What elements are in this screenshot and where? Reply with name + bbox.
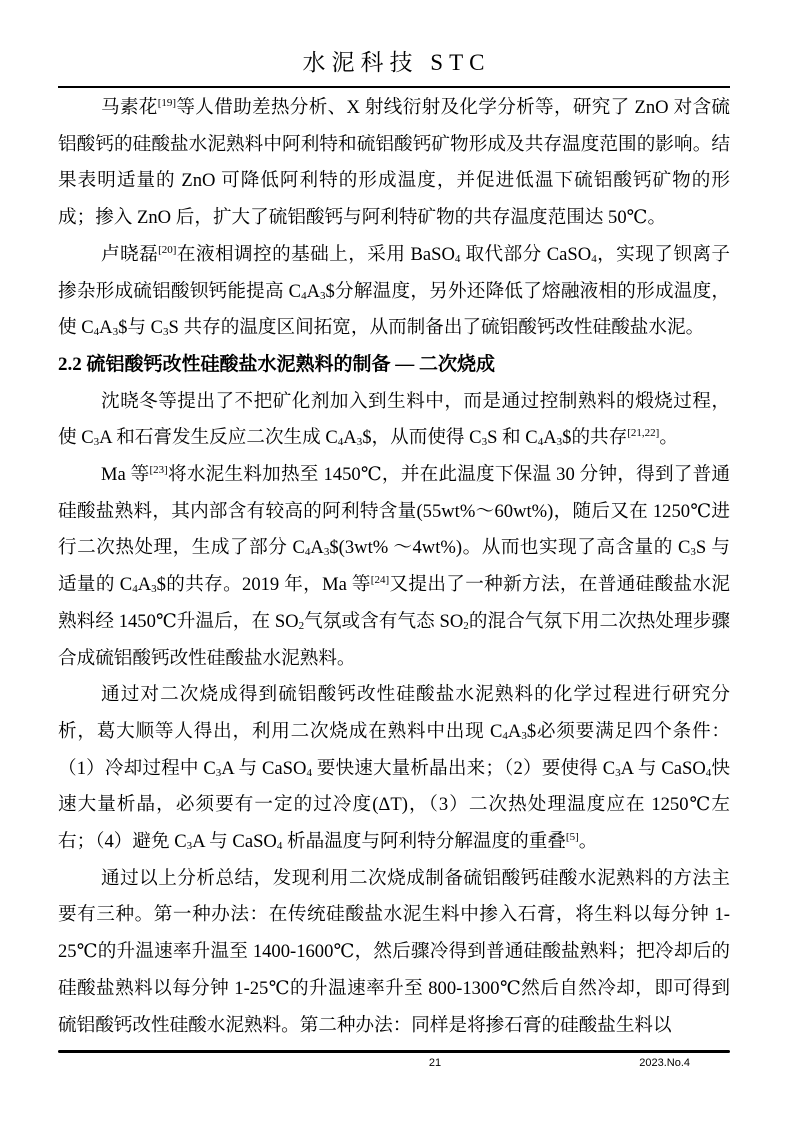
paragraph-baso4-substitution: 卢晓磊[20]在液相调控的基础上，采用 BaSO$_4$ 取代部分 CaSO$_4$，实现了钡离子掺杂形成硫铝酸钡钙能提高 $C_4A_3\$$分解温度，另外还降低了熔融液相的形成温度，使 $C_4A_3\$$与 $C_3S$ 共存的温度区间拓宽，从而制备出了硫铝酸钙改性硅酸盐水泥。 — [58, 243, 730, 339]
header-rule — [58, 86, 730, 88]
journal-title: 水泥科技 STC — [302, 50, 491, 75]
paragraph-ma-secondary-firing: Ma 等[23]将水泥生料加热至 1450℃，并在此温度下保温 30 分钟，得到了普通硅酸盐熟料，其内部含有较高的阿利特含量(55wt%～60wt%)，随后又在 1250℃进行二次热处理，生成了部分 $C_4A_3\$(3wt\%$ ～4wt%)。从而也实现了高含量的 $C_3S$ 与适量的 $C_4A_3\$$的共存。2019 年，Ma 等[24]又提出了一种新方法，在普通硅酸盐水泥熟料经 1450℃升温后，在 $SO_2$气氛或含有气态 $SO_2$的混合气氛下用二次热处理步骤合成硫铝酸钙改性硅酸盐水泥熟料。 — [58, 463, 730, 669]
paragraph-zno-study: 马素花[19]等人借助差热分析、X 射线衍射及化学分析等，研究了 ZnO 对含硫铝酸钙的硅酸盐水泥熟料中阿利特和硫铝酸钙矿物形成及共存温度范围的影响。结果表明适量的 ZnO 可降低阿利特的形成温度，并促进低温下硫铝酸钙矿物的形成；掺入 ZnO 后，扩大了硫铝酸钙与阿利特矿物的共存温度范围达 50℃。 — [58, 96, 730, 229]
footer-rule — [58, 1050, 730, 1053]
page-footer — [0, 1057, 793, 1077]
paragraph-three-methods: 通过以上分析总结，发现利用二次烧成制备硫铝酸钙硅酸水泥熟料的方法主要有三种。第一种办法：在传统硅酸盐水泥生料中掺入石膏，将生料以每分钟 1-25℃的升温速率升温至 1400-1600℃，然后骤冷得到普通硅酸盐熟料；把冷却后的硅酸盐熟料以每分钟 1-25℃的升温速率升至 800-1300℃然后自然冷却，即可得到硫铝酸钙改性硅酸水泥熟料。第二种办法：同样是将掺石膏的硅酸盐生料以 — [58, 867, 730, 1036]
section-heading-2-2: 2.2 硫铝酸钙改性硅酸盐水泥熟料的制备 — 二次烧成 — [58, 353, 496, 375]
article-body — [58, 90, 730, 1044]
paragraph-shen-xiaodong-method: 沈晓冬等提出了不把矿化剂加入到生料中，而是通过控制熟料的煅烧过程，使 $C_3A$ 和石膏发生反应二次生成 $C_4A_3\$$，从而使得 $C_3S$ 和 $C_4A_3\$$的共存[21,22]。 — [58, 390, 730, 449]
page-number: 21 — [428, 1057, 442, 1069]
issue-label: 2023.No.4 — [639, 1057, 690, 1069]
paragraph-four-conditions: 通过对二次烧成得到硫铝酸钙改性硅酸盐水泥熟料的化学过程进行研究分析，葛大顺等人得出，利用二次烧成在熟料中出现 $C_4A_3\$$必须要满足四个条件：（1）冷却过程中 $C_3A$ 与 CaSO$_4$ 要快速大量析晶出来；（2）要使得 $C_3A$ 与 CaSO$_4$快速大量析晶，必须要有一定的过冷度(ΔT)，（3）二次热处理温度应在 1250℃左右；（4）避免 $C_3A$ 与 CaSO$_4$ 析晶温度与阿利特分解温度的重叠[5]。 — [58, 684, 731, 853]
